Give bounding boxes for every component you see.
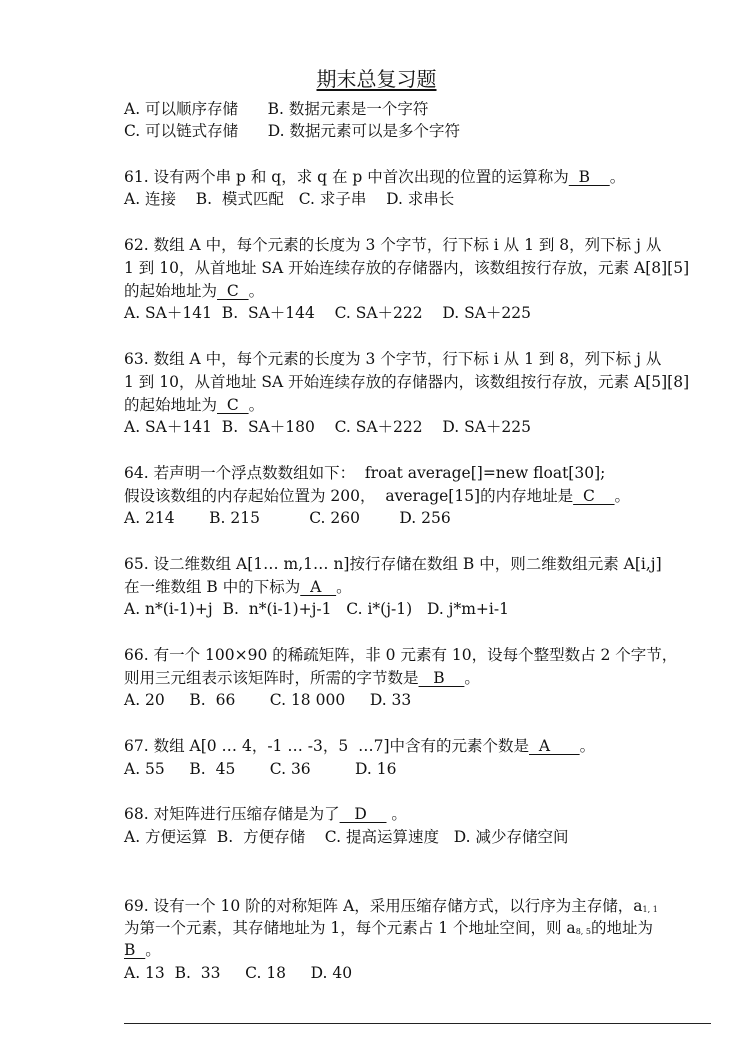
q69-stem-line3: B 。	[124, 941, 161, 959]
q69-options: A. 13 B. 33 C. 18 D. 40	[124, 964, 353, 982]
q63-stem-line3: 的起始地址为 C 。	[124, 396, 265, 414]
page-title: 期末总复习题	[316, 67, 437, 91]
subscript-a85: 8, 5	[575, 927, 591, 936]
q62-stem-line1: 62. 数组 A 中，每个元素的长度为 3 个字节，行下标 i 从 1 到 8，列下标 j 从	[124, 236, 662, 254]
q62-options: A. SA＋141 B. SA＋144 C. SA＋222 D. SA＋225	[124, 304, 531, 322]
q63-answer: C	[217, 396, 249, 414]
q65-answer: A	[300, 578, 337, 596]
q67-options: A. 55 B. 45 C. 36 D. 16	[124, 760, 397, 778]
q63-stem-line2: 1 到 10，从首地址 SA 开始连续存放的存储器内，该数组按行存放，元素 A[5][8]	[124, 373, 690, 391]
footer-divider	[124, 1023, 711, 1024]
q66-options: A. 20 B. 66 C. 18 000 D. 33	[124, 691, 412, 709]
q63-stem-line1: 63. 数组 A 中，每个元素的长度为 3 个字节，行下标 i 从 1 到 8，列下标 j 从	[124, 350, 662, 368]
subscript-a11: 1, 1	[642, 905, 658, 914]
q65-options: A. n*(i-1)+j B. n*(i-1)+j-1 C. i*(j-1) D. j*m+i-1	[124, 600, 509, 618]
q64-stem-line2: 假设该数组的内存起始位置为 200， average[15]的内存地址是 C 。	[124, 487, 631, 505]
q68-options: A. 方便运算 B. 方便存储 C. 提高运算速度 D. 减少存储空间	[124, 828, 569, 846]
q64-options: A. 214 B. 215 C. 260 D. 256	[124, 509, 451, 527]
q61-stem: 61. 设有两个串 p 和 q，求 q 在 p 中首次出现的位置的运算称为 B 。	[124, 168, 626, 186]
q62-stem-line3: 的起始地址为 C 。	[124, 282, 265, 300]
q69-stem-line1: 69. 设有一个 10 阶的对称矩阵 A，采用压缩存储方式，以行序为主存储，a1, 1	[124, 897, 658, 915]
q66-stem-line2: 则用三元组表示该矩阵时，所需的字节数是 B 。	[124, 669, 480, 687]
q65-stem-line1: 65. 设二维数组 A[1… m,1… n]按行存储在数组 B 中，则二维数组元素 A[i,j]	[124, 555, 662, 573]
q61-options: A. 连接 B. 模式匹配 C. 求子串 D. 求串长	[124, 190, 455, 208]
q62-answer: C	[217, 282, 249, 300]
q62-stem-line2: 1 到 10，从首地址 SA 开始连续存放的存储器内，该数组按行存放，元素 A[8][5]	[124, 259, 690, 277]
q66-stem-line1: 66. 有一个 100×90 的稀疏矩阵，非 0 元素有 10，设每个整型数占 2 个字节，	[124, 646, 678, 664]
q64-stem-line1: 64. 若声明一个浮点数数组如下： froat average[]=new float[30];	[124, 464, 606, 482]
q66-answer: B	[418, 669, 465, 687]
q64-answer: C	[573, 487, 615, 505]
q69-answer: B	[124, 941, 146, 959]
q68-answer: D	[339, 805, 387, 823]
q61-answer: B	[568, 168, 610, 186]
q67-answer: A	[529, 737, 580, 755]
q69-stem-line2: 为第一个元素，其存储地址为 1，每个元素占 1 个地址空间，则 a8, 5的地址为	[124, 919, 653, 937]
q63-options: A. SA＋141 B. SA＋180 C. SA＋222 D. SA＋225	[124, 418, 531, 436]
q60-options-ab: A. 可以顺序存储 B. 数据元素是一个字符	[124, 100, 429, 118]
q65-stem-line2: 在一维数组 B 中的下标为 A 。	[124, 578, 352, 596]
q68-stem: 68. 对矩阵进行压缩存储是为了 D 。	[124, 805, 407, 823]
q60-options-cd: C. 可以链式存储 D. 数据元素可以是多个字符	[124, 122, 460, 140]
q67-stem: 67. 数组 A[0 … 4，-1 … -3，5 …7]中含有的元素个数是 A 。	[124, 737, 596, 755]
